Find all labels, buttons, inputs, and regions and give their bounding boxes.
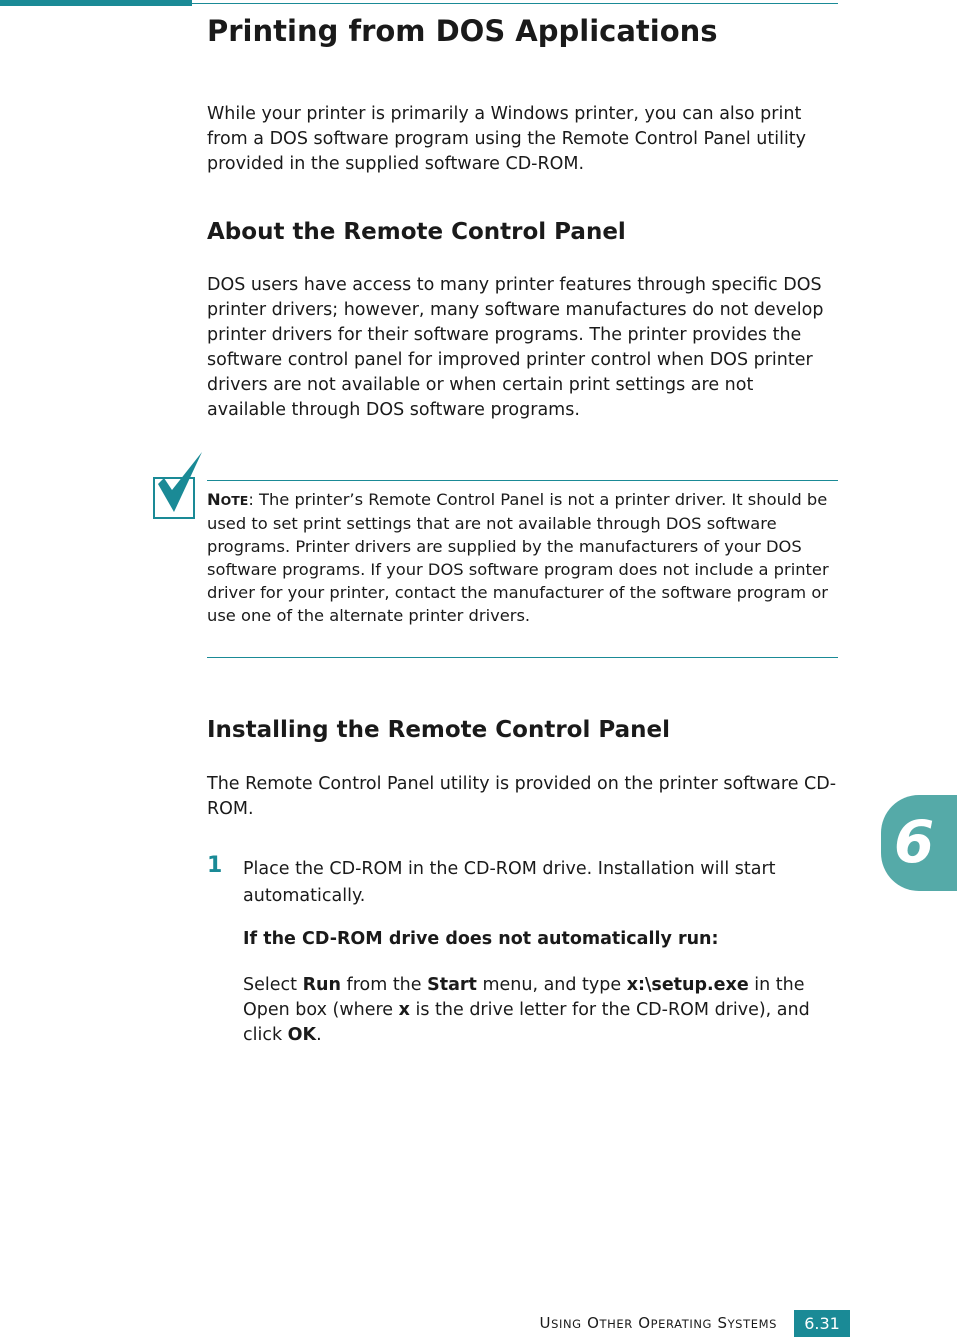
installing-paragraph: The Remote Control Panel utility is provided on the printer software CD-ROM.	[207, 774, 837, 819]
page-title: Printing from DOS Applications	[207, 14, 718, 48]
checkmark-icon	[152, 450, 204, 520]
section-heading-installing: Installing the Remote Control Panel	[207, 717, 670, 743]
note-bottom-rule	[207, 657, 838, 658]
footer-chapter-label: USING OTHER OPERATING SYSTEMS	[539, 1314, 777, 1332]
page-number: 6.31	[794, 1310, 850, 1337]
about-paragraph: DOS users have access to many printer features through specific DOS printer drivers; however, many software manufactures do not develop printer drivers for their software programs. The printer provides the software control panel for improved printer control when DOS printer drivers are not available or when certain print settings are not available through DOS software programs.	[207, 275, 824, 420]
note-text: NOTE: The printer’s Remote Control Panel is not a printer driver. It should be used to set print settings that are not available through DOS software programs. Printer drivers are supplied by the manufacturers of your DOS software programs. If your DOS software program does not include a printer driver for your printer, contact the manufacturer of the software program or use one of the alternate printer drivers.	[207, 490, 829, 625]
header-accent-bar	[0, 0, 192, 6]
section-heading-about: About the Remote Control Panel	[207, 219, 626, 245]
step-number: 1	[207, 853, 223, 878]
step-text: Place the CD-ROM in the CD-ROM drive. Installation will start automatically.	[243, 859, 776, 906]
chapter-number: 6	[893, 808, 935, 876]
step-instructions: Select Run from the Start menu, and type x:\setup.exe in the Open box (where x is the drive letter for the CD-ROM drive), and click OK.	[243, 975, 810, 1045]
note-label: NOTE	[207, 490, 249, 509]
header-rule	[192, 3, 838, 4]
note-top-rule	[207, 480, 838, 481]
chapter-tab	[881, 795, 957, 891]
step-sub-heading: If the CD-ROM drive does not automatically run:	[243, 929, 719, 949]
intro-paragraph: While your printer is primarily a Windows printer, you can also print from a DOS software program using the Remote Control Panel utility provided in the supplied software CD-ROM.	[207, 104, 807, 174]
